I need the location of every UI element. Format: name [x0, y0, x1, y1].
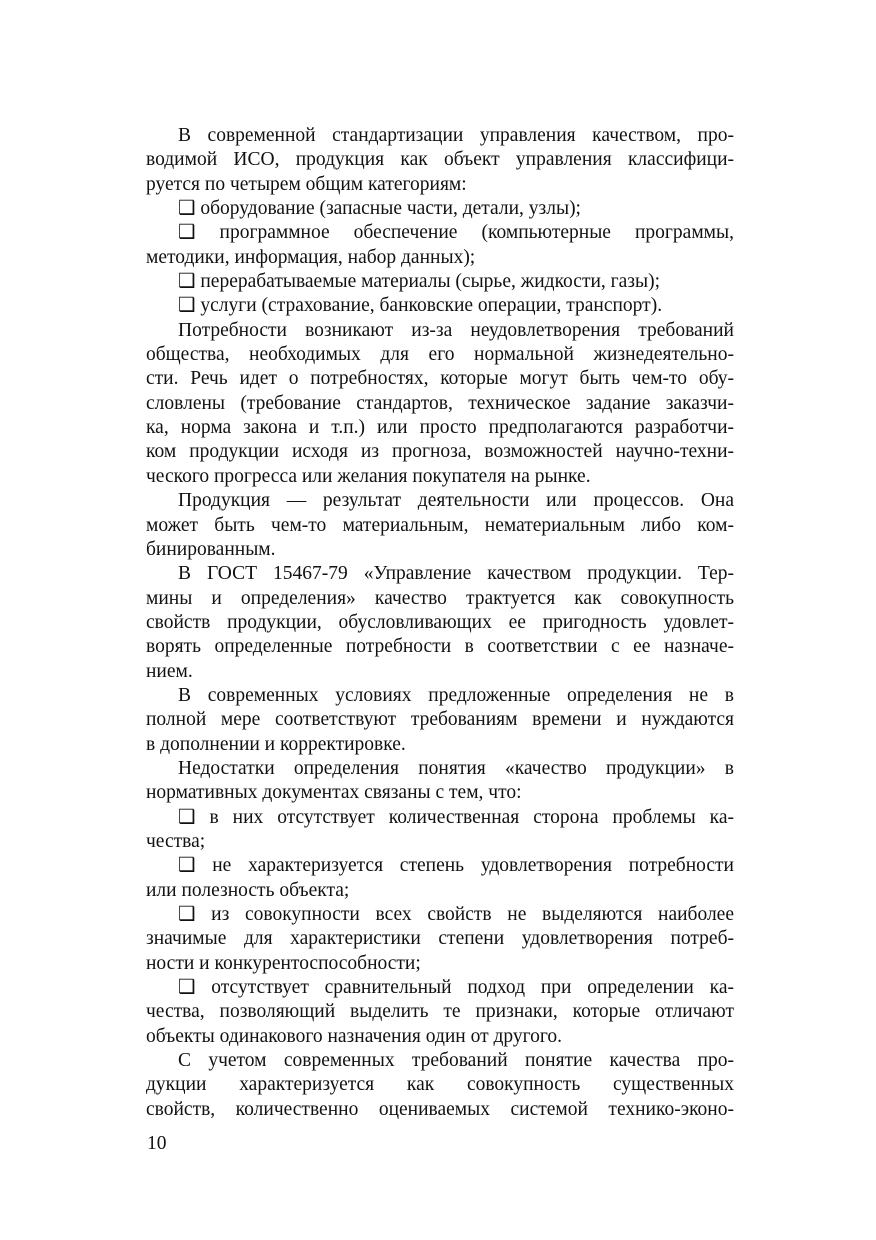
paragraph: [146, 221, 734, 270]
text-line: Недостатки определения понятия «качество продукции» в: [178, 757, 734, 779]
text-line: водимой ИСО, продукция как объект управления классифици-: [146, 149, 734, 171]
text-line: мины и определения» качество трактуется как совокупность: [146, 587, 734, 609]
paragraph: [146, 294, 734, 318]
text-line: бинированным.: [146, 538, 276, 560]
text-line: ❑ не характеризуется степень удовлетворения потребности: [178, 855, 734, 877]
text-line: Продукция — результат деятельности или процессов. Она: [178, 490, 734, 512]
text-line: В современных условиях предложенные определения не в: [178, 684, 734, 706]
text-line: общества, необходимых для его нормальной жизнедеятельно-: [146, 344, 734, 366]
text-line: ❑ услуги (страхование, банковские операции, транспорт).: [178, 295, 663, 317]
text-line: В ГОСТ 15467-79 «Управление качеством продукции. Тер-: [178, 563, 734, 585]
paragraph: [146, 197, 734, 221]
page-number: 10: [147, 1133, 167, 1154]
paragraph: [146, 562, 734, 684]
text-line: С учетом современных требований понятие качества про-: [178, 1050, 734, 1072]
paragraph: [146, 684, 734, 757]
paragraph: [146, 854, 734, 903]
text-line: нием.: [146, 660, 193, 682]
text-line: ности и конкурентоспособности;: [146, 952, 421, 974]
text-line: словлены (требование стандартов, техническое задание заказчи-: [146, 392, 734, 414]
text-line: ком продукции исходя из прогноза, возможностей научно-техни-: [146, 441, 734, 463]
text-line: ❑ из совокупности всех свойств не выделяются наиболее: [178, 904, 734, 925]
text-line: свойств продукции, обусловливающих ее пригодность удовлет-: [146, 611, 734, 633]
body-text: [146, 124, 734, 1122]
text-line: Потребности возникают из-за неудовлетворения требований: [178, 319, 734, 341]
paragraph: [146, 757, 734, 806]
text-line: ❑ перерабатываемые материалы (сырье, жидкости, газы);: [178, 271, 661, 293]
text-line: в дополнении и корректировке.: [146, 733, 406, 755]
paragraph: [146, 1049, 734, 1122]
text-line: сти. Речь идет о потребностях, которые могут быть чем-то обу-: [146, 368, 734, 390]
text-line: дукции характеризуется как совокупность существенных: [146, 1074, 734, 1096]
text-line: руется по четырем общим категориям:: [146, 173, 467, 195]
text-line: ворять определенные потребности в соответствии с ее назначе-: [146, 636, 734, 658]
text-line: свойств, количественно оцениваемых системой технико-эконо-: [146, 1098, 734, 1120]
text-line: ческого прогресса или желания покупателя на рынке.: [146, 465, 591, 487]
text-line: значимые для характеристики степени удовлетворения потреб-: [146, 928, 734, 950]
text-line: объекты одинакового назначения один от другого.: [146, 1025, 563, 1047]
text-line: В современной стандартизации управления качеством, про-: [178, 125, 734, 146]
text-line: ❑ отсутствует сравнительный подход при определении ка-: [178, 977, 734, 999]
paragraph: [146, 489, 734, 562]
text-line: чества, позволяющий выделить те признаки, которые отличают: [146, 1001, 734, 1023]
text-line: или полезность объекта;: [146, 879, 350, 901]
text-line: методики, информация, набор данных);: [146, 246, 476, 268]
text-line: чества;: [146, 830, 206, 852]
paragraph: [146, 124, 734, 197]
text-line: ❑ в них отсутствует количественная сторона проблемы ка-: [178, 806, 734, 828]
paragraph: [146, 319, 734, 489]
paragraph: [146, 270, 734, 294]
text-line: ❑ оборудование (запасные части, детали, узлы);: [178, 198, 581, 220]
text-line: ❑ программное обеспечение (компьютерные программы,: [178, 222, 734, 244]
paragraph: [146, 976, 734, 1049]
paragraph: [146, 903, 734, 976]
text-line: может быть чем-то материальным, нематериальным либо ком-: [146, 514, 734, 536]
text-line: ка, норма закона и т.п.) или просто предполагаются разработчи-: [146, 417, 734, 439]
text-line: полной мере соответствуют требованиям времени и нуждаются: [146, 709, 734, 731]
paragraph: [146, 806, 734, 855]
text-line: нормативных документах связаны с тем, что:: [146, 782, 522, 804]
